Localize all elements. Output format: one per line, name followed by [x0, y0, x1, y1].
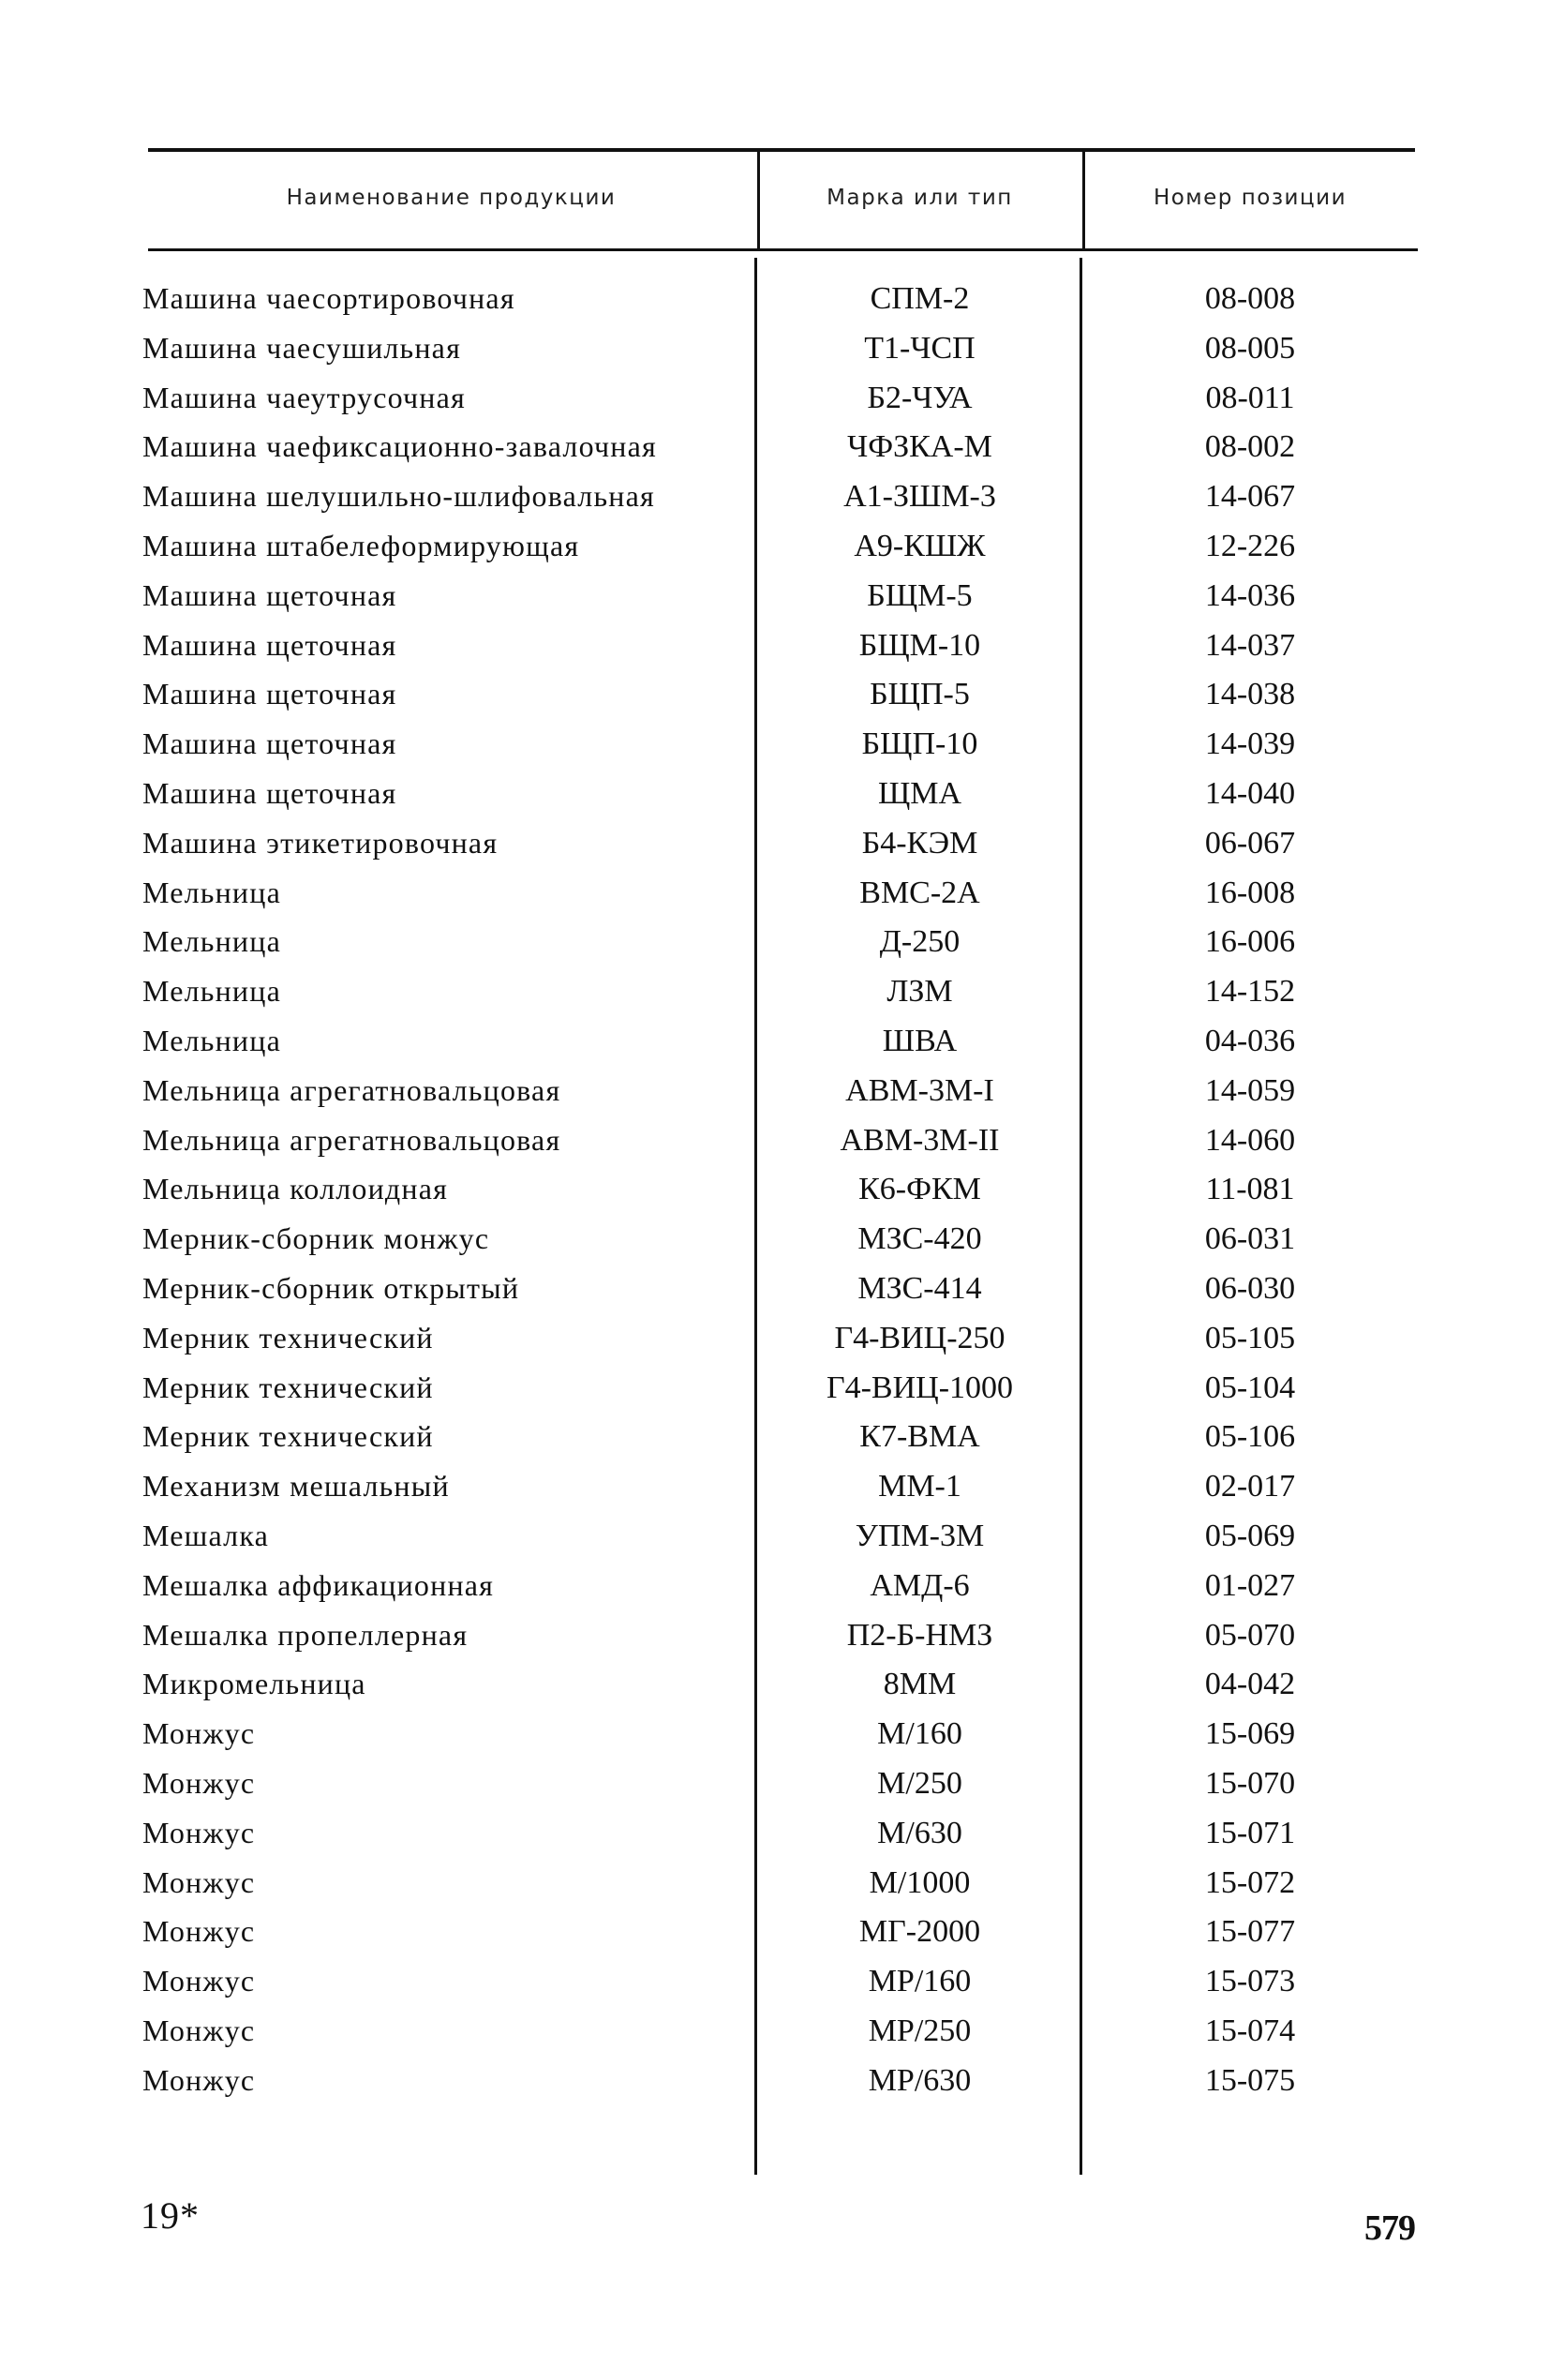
table-row [0, 1519, 1549, 1568]
position-number-cell: 04-036 [1204, 1023, 1296, 1058]
position-number-cell: 15-075 [1204, 2062, 1296, 2098]
table-row [0, 479, 1549, 529]
product-name-cell: Машина щеточная [142, 677, 397, 711]
position-number-cell: 02-017 [1204, 1469, 1296, 1504]
product-name-cell: Мерник технический [142, 1419, 434, 1454]
product-mark-cell: МР/160 [868, 1964, 972, 1999]
table-row [0, 1221, 1549, 1271]
product-mark-cell: М/160 [877, 1716, 962, 1752]
product-mark-cell: БЩП-5 [870, 677, 970, 712]
product-name-cell: Мельница агрегатновальцовая [142, 1072, 561, 1107]
product-name-cell: Монжус [142, 2013, 256, 2047]
position-number-cell: 05-105 [1204, 1320, 1296, 1355]
product-name-cell: Мерник технический [142, 1370, 434, 1404]
product-name-cell: Монжус [142, 1815, 256, 1849]
position-number-cell: 05-069 [1204, 1518, 1296, 1553]
position-number-cell: 08-002 [1204, 429, 1296, 465]
table-row [0, 331, 1549, 381]
page-number: 579 [1364, 2208, 1415, 2248]
product-name-cell: Машина чаеутрусочная [142, 380, 466, 414]
product-name-cell: Монжус [142, 1964, 256, 1998]
product-mark-cell: АВМ-3М-II [840, 1122, 1000, 1158]
product-mark-cell: М/1000 [869, 1864, 971, 1900]
product-name-cell: Мешалка аффикационная [142, 1567, 495, 1602]
position-number-cell: 06-067 [1204, 825, 1296, 861]
table-row [0, 974, 1549, 1024]
table-row [0, 1271, 1549, 1321]
product-mark-cell: АВМ-3М-I [845, 1072, 994, 1108]
product-mark-cell: СПМ-2 [870, 281, 970, 316]
product-name-cell: Механизм мешальный [142, 1469, 450, 1504]
product-name-cell: Машина щеточная [142, 577, 397, 612]
position-number-cell: 12-226 [1204, 528, 1296, 563]
product-name-cell: Машина щеточная [142, 627, 397, 662]
table-row [0, 1618, 1549, 1668]
product-name-cell: Мельница коллоидная [142, 1172, 449, 1206]
product-mark-cell: ВМС-2А [859, 875, 980, 910]
product-name-cell: Монжус [142, 1716, 256, 1751]
table-row [0, 628, 1549, 678]
product-name-cell: Мельница [142, 974, 281, 1009]
position-number-cell: 05-106 [1204, 1419, 1296, 1455]
product-mark-cell: М/630 [877, 1815, 962, 1850]
position-number-cell: 08-005 [1204, 330, 1296, 366]
product-mark-cell: МЗС-414 [857, 1270, 982, 1306]
position-number-cell: 05-104 [1204, 1370, 1296, 1405]
product-mark-cell: АМД-6 [870, 1567, 970, 1603]
position-number-cell: 14-039 [1204, 726, 1296, 762]
table-row [0, 1123, 1549, 1173]
product-name-cell: Монжус [142, 1914, 256, 1949]
position-number-cell: 15-069 [1204, 1716, 1296, 1752]
product-mark-cell: МЗС-420 [857, 1221, 982, 1257]
table-row [0, 381, 1549, 430]
product-name-cell: Монжус [142, 1864, 256, 1899]
product-name-cell: Мерник-сборник монжус [142, 1221, 490, 1256]
column-header-number: Номер позиции [1153, 186, 1348, 210]
product-name-cell: Машина чаесушильная [142, 330, 462, 365]
position-number-cell: 14-037 [1204, 627, 1296, 663]
table-row [0, 429, 1549, 479]
product-mark-cell: М/250 [877, 1765, 962, 1801]
table-row [0, 1716, 1549, 1766]
position-number-cell: 05-070 [1204, 1617, 1296, 1653]
position-number-cell: 06-031 [1204, 1221, 1296, 1257]
table-row [0, 677, 1549, 726]
product-mark-cell: Б2-ЧУА [867, 380, 973, 415]
table-row [0, 1419, 1549, 1469]
table-row [0, 726, 1549, 776]
product-mark-cell: ЛЗМ [886, 974, 953, 1010]
position-number-cell: 16-006 [1204, 924, 1296, 960]
product-name-cell: Монжус [142, 2062, 256, 2097]
product-mark-cell: Г4-ВИЦ-1000 [826, 1370, 1014, 1405]
table-row [0, 1370, 1549, 1420]
table-row [0, 2063, 1549, 2113]
table-row [0, 1816, 1549, 1865]
position-number-cell: 15-073 [1204, 1964, 1296, 1999]
table-row [0, 1766, 1549, 1816]
product-mark-cell: МР/630 [868, 2062, 972, 2098]
product-mark-cell: МР/250 [868, 2013, 972, 2048]
table-row [0, 529, 1549, 578]
table-body [0, 281, 1549, 2112]
product-mark-cell: ММ-1 [878, 1469, 961, 1504]
position-number-cell: 15-072 [1204, 1864, 1296, 1900]
position-number-cell: 15-071 [1204, 1815, 1296, 1850]
product-name-cell: Мельница агрегатновальцовая [142, 1122, 561, 1157]
product-name-cell: Мельница [142, 924, 281, 959]
position-number-cell: 04-042 [1204, 1667, 1296, 1702]
table-row [0, 1865, 1549, 1915]
table-row [0, 776, 1549, 826]
product-mark-cell: БЩМ-10 [858, 627, 981, 663]
position-number-cell: 15-077 [1204, 1914, 1296, 1950]
product-name-cell: Мешалка [142, 1518, 269, 1552]
header-bottom-rule [148, 248, 1418, 251]
column-header-mark: Марка или тип [827, 186, 1013, 210]
product-mark-cell: УПМ-3М [855, 1518, 985, 1553]
product-mark-cell: Б4-КЭМ [861, 825, 978, 861]
product-name-cell: Монжус [142, 1765, 256, 1800]
product-mark-cell: Д-250 [879, 924, 961, 960]
product-name-cell: Машина чаефиксационно-завалочная [142, 429, 657, 464]
table-row [0, 1568, 1549, 1618]
product-mark-cell: БЩП-10 [861, 726, 978, 762]
position-number-cell: 15-070 [1204, 1765, 1296, 1801]
product-mark-cell: Т1-ЧСП [864, 330, 976, 366]
product-name-cell: Машина шелушильно-шлифовальная [142, 479, 655, 514]
product-mark-cell: П2-Б-НМЗ [846, 1617, 993, 1653]
column-header-name: Наименование продукции [286, 186, 617, 210]
position-number-cell: 16-008 [1204, 875, 1296, 910]
table-row [0, 1321, 1549, 1370]
position-number-cell: 01-027 [1204, 1567, 1296, 1603]
position-number-cell: 14-040 [1204, 775, 1296, 811]
position-number-cell: 14-060 [1204, 1122, 1296, 1158]
product-name-cell: Машина этикетировочная [142, 825, 499, 860]
table-row [0, 578, 1549, 628]
position-number-cell: 11-081 [1205, 1172, 1295, 1207]
table-row [0, 1172, 1549, 1221]
table-row [0, 924, 1549, 974]
product-mark-cell: 8ММ [883, 1667, 957, 1702]
position-number-cell: 08-011 [1205, 380, 1295, 415]
position-number-cell: 14-038 [1204, 677, 1296, 712]
product-name-cell: Микромельница [142, 1667, 366, 1701]
product-name-cell: Машина штабелеформирующая [142, 528, 580, 562]
table-row [0, 1469, 1549, 1519]
table-row [0, 876, 1549, 925]
position-number-cell: 14-036 [1204, 577, 1296, 613]
product-name-cell: Мерник технический [142, 1320, 434, 1355]
product-mark-cell: ЧФЗКА-М [847, 429, 992, 465]
position-number-cell: 14-152 [1204, 974, 1296, 1010]
product-mark-cell: ЩМА [877, 775, 962, 811]
product-name-cell: Машина щеточная [142, 775, 397, 810]
product-mark-cell: ШВА [882, 1023, 958, 1058]
product-name-cell: Машина щеточная [142, 726, 397, 761]
position-number-cell: 14-059 [1204, 1072, 1296, 1108]
table-row [0, 1024, 1549, 1073]
position-number-cell: 08-008 [1204, 281, 1296, 316]
product-name-cell: Мешалка пропеллерная [142, 1617, 469, 1652]
product-mark-cell: А1-ЗШМ-3 [843, 479, 996, 515]
product-name-cell: Мельница [142, 1023, 281, 1057]
position-number-cell: 14-067 [1204, 479, 1296, 515]
position-number-cell: 15-074 [1204, 2013, 1296, 2048]
table-top-rule [148, 148, 1415, 152]
product-name-cell: Мерник-сборник открытый [142, 1270, 520, 1305]
table-row [0, 2013, 1549, 2063]
product-mark-cell: А9-КШЖ [854, 528, 986, 563]
product-mark-cell: К7-ВМА [859, 1419, 980, 1455]
table-row [0, 826, 1549, 876]
table-row [0, 1964, 1549, 2013]
product-mark-cell: Г4-ВИЦ-250 [834, 1320, 1005, 1355]
product-mark-cell: К6-ФКМ [858, 1172, 981, 1207]
product-name-cell: Мельница [142, 875, 281, 909]
table-row [0, 1073, 1549, 1123]
product-mark-cell: МГ-2000 [858, 1914, 981, 1950]
position-number-cell: 06-030 [1204, 1270, 1296, 1306]
table-row [0, 1914, 1549, 1964]
product-mark-cell: БЩМ-5 [867, 577, 973, 613]
signature-mark: 19* [141, 2194, 200, 2237]
table-row [0, 1667, 1549, 1716]
table-row [0, 281, 1549, 331]
product-name-cell: Машина чаесортировочная [142, 281, 515, 315]
